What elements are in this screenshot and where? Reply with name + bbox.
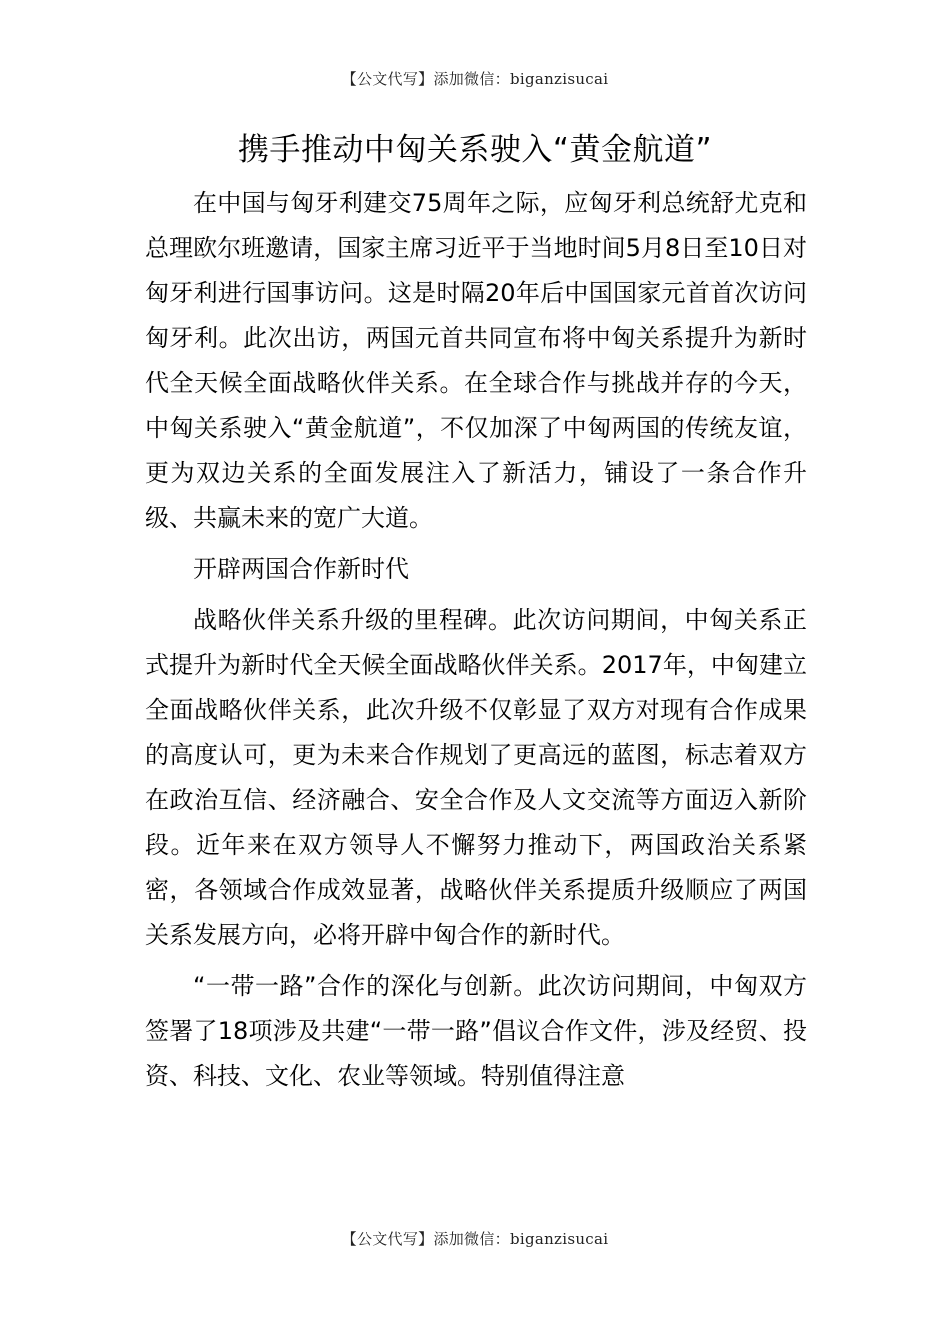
page-footer-watermark: 【公文代写】添加微信：biganzisucai xyxy=(341,1230,609,1248)
page-header-watermark: 【公文代写】添加微信：biganzisucai xyxy=(341,70,609,88)
paragraph-strategic-partnership: 战略伙伴关系升级的里程碑。此次访问期间，中匈关系正式提升为新时代全天候全面战略伙伴关系。2017年，中匈建立全面战略伙伴关系，此次升级不仅彰显了双方对现有合作成果的高度认可，更为未来合作规划了更高远的蓝图，标志着双方在政治互信、经济融合、安全合作及人文交流等方面迈入新阶段。近年来在双方领导人不懈努力推动下，两国政治关系紧密，各领域合作成效显著，战略伙伴关系提质升级顺应了两国关系发展方向，必将开辟中匈合作的新时代。 xyxy=(145,606,807,949)
paragraph-intro: 在中国与匈牙利建交75周年之际，应匈牙利总统舒尤克和总理欧尔班邀请，国家主席习近平于当地时间5月8日至10日对匈牙利进行国事访问。这是时隔20年后中国国家元首首次访问匈牙利。此次出访，两国元首共同宣布将中匈关系提升为新时代全天候全面战略伙伴关系。在全球合作与挑战并存的今天，中匈关系驶入“黄金航道”，不仅加深了中匈两国的传统友谊，更为双边关系的全面发展注入了新活力，铺设了一条合作升级、共赢未来的宽广大道。 xyxy=(145,189,807,532)
document-title: 携手推动中匈关系驶入“黄金航道” xyxy=(237,132,713,168)
document-body xyxy=(145,181,807,1099)
section-heading: 开辟两国合作新时代 xyxy=(193,555,409,583)
paragraph-belt-and-road: “一带一路”合作的深化与创新。此次访问期间，中匈双方签署了18项涉及共建“一带一路”倡议合作文件，涉及经贸、投资、科技、文化、农业等领域。特别值得注意 xyxy=(145,972,807,1090)
